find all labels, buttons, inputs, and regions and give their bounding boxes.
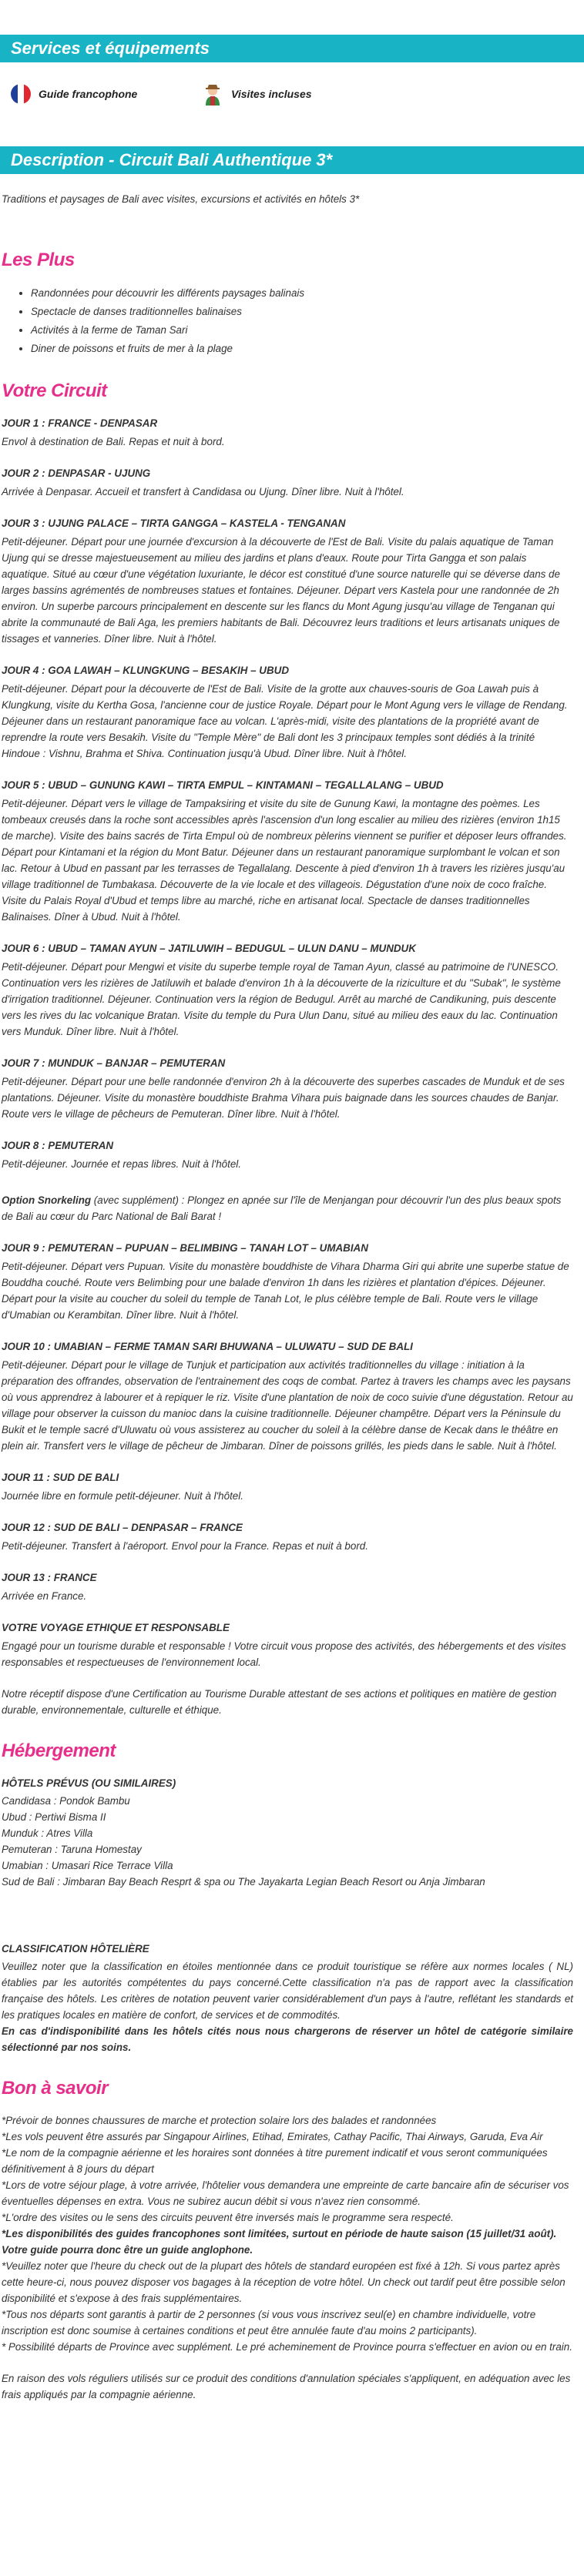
description-title-band: [0, 146, 584, 174]
services-title-band: [0, 35, 584, 62]
day-body: Petit-déjeuner. Départ pour une belle randonnée d'environ 2h à la découverte des superbes cascades de Munduk et de ses plantations. Déjeuner. Visite du monastère bouddhiste Brahma Vihara puis baignade dans les sources chaudes de Banjar. Route vers le village de pêcheurs de Pemuteran. Dîner libre. Nuit à l'hôtel.: [2, 1076, 565, 1120]
hotels-heading: HÔTELS PRÉVUS (OU SIMILAIRES): [2, 1777, 176, 1789]
service-visits: [202, 80, 312, 108]
day-title: JOUR 11 : SUD DE BALI: [2, 1472, 119, 1483]
circuit-title: Votre Circuit: [2, 380, 107, 401]
day-9: [2, 1240, 573, 1323]
classification-text: Veuillez noter que la classification en étoiles mentionnée dans ce produit touristique se réfère aux normes locales ( NL) établies par les autorités compétentes du pays concerné.Cette classification n'a pas de rapport avec la classification française des hôtels. Les critères de notation peuvent varier considérablement d'un pays à l'autre, reflétant les standards et les pratiques locales en matière de confort, de services et de commodités.: [2, 1961, 573, 2021]
day-body: Petit-déjeuner. Départ vers Pupuan. Visite du monastère bouddhiste de Vihara Dharma Giri qui abrite une superbe statue de Bouddha couché. Route vers Belimbing pour une balade d'environ 1h dans les rizières et plantation d'épices. Déjeuner. Départ pour la visite au coucher du soleil du temple de Tanah Lot, le plus célèbre temple de Bali. Route vers le village d'Umabian ou Kerambitan. Dîner libre. Nuit à l'hôtel.: [2, 1261, 569, 1321]
service-visits-label: Visites incluses: [231, 88, 312, 100]
classification-title: CLASSIFICATION HÔTELIÈRE: [2, 1943, 149, 1955]
day-7: [2, 1055, 573, 1122]
option-text: (avec supplément) : Plongez en apnée sur l'île de Menjangan pour découvrir l'un des plus beaux spots de Bali au cœur du Parc National de Bali Barat !: [2, 1194, 562, 1222]
day-11: [2, 1469, 573, 1504]
bon-line: *Lors de votre séjour plage, à votre arrivée, l'hôtelier vous demandera une empreinte de carte bancaire afin de sécuriser vos éventuelles dépenses en extra. Vous ne subirez aucun débit si vous n'avez rien consommé.: [2, 2179, 569, 2207]
day-body: Petit-déjeuner. Départ pour la découverte de l'Est de Bali. Visite de la grotte aux chauves-souris de Goa Lawah puis à Klungkung, visite du Kertha Gosa, l'ancienne cour de justice Royale. Départ pour le Mont Agung vers le village de Rendang. Déjeuner dans un restaurant panoramique face au volcan. L'après-midi, visite des plantations de la propriété avant de reprendre la route vers Besakih. Visite du "Temple Mère" de Bali dont les 3 principaux temples sont dédiés à la trinité Hindoue : Vishnu, Brahma et Shiva. Continuation jusqu'à Ubud. Dîner libre. Nuit à l'hôtel.: [2, 683, 568, 759]
bon-final: En raison des vols réguliers utilisés sur ce produit des conditions d'annulation spéciales s'appliquent, en adéquation avec les frais appliqués par la compagnie aérienne.: [2, 2373, 571, 2400]
person-icon: [202, 82, 223, 106]
plus-item: • Spectacle de danses traditionnelles balinaises: [31, 303, 573, 321]
day-body: Engagé pour un tourisme durable et responsable ! Votre circuit vous propose des activités, des hébergements et des visites responsables et respectueuses de l'environnement local.: [2, 1640, 566, 1668]
bon-line: *Tous nos départs sont garantis à partir de 2 personnes (si vous vous inscrivez seul(e) en chambre individuelle, votre inscription est donc soumise à certaines conditions et peut être annulée faute d'au moins 2 participants).: [2, 2309, 536, 2336]
day-body: Arrivée en France.: [2, 1590, 87, 1602]
french-flag-icon: [11, 84, 31, 104]
bon-line: *L'ordre des visites ou le sens des circuits peuvent être inversés mais le programme sera respecté.: [2, 2212, 454, 2223]
service-guide: [11, 80, 137, 108]
description-intro: Traditions et paysages de Bali avec visites, excursions et activités en hôtels 3*: [2, 193, 360, 205]
hotel-line: Umabian : Umasari Rice Terrace Villa: [2, 1860, 173, 1871]
day-title: JOUR 13 : FRANCE: [2, 1572, 97, 1583]
option-label: Option Snorkeling: [2, 1194, 92, 1206]
bon-line: *Les vols peuvent être assurés par Singapour Airlines, Etihad, Emirates, Cathay Pacific, Thai Airways, Garuda, Eva Air: [2, 2131, 543, 2142]
day-title: JOUR 10 : UMABIAN – FERME TAMAN SARI BHUWANA – ULUWATU – SUD DE BALI: [2, 1341, 413, 1352]
day-body: Petit-déjeuner. Journée et repas libres. Nuit à l'hôtel.: [2, 1158, 241, 1170]
plus-item: • Activités à la ferme de Taman Sari: [31, 321, 573, 340]
day-4: [2, 662, 573, 762]
bon-bold-line: *Les disponibilités des guides francophones sont limitées, surtout en période de haute saison (15 juillet/31 août). Votre guide pourra donc être un guide anglophone.: [2, 2228, 557, 2256]
plus-list: [2, 284, 573, 358]
content: [0, 191, 584, 2403]
day-body: Journée libre en formule petit-déjeuner. Nuit à l'hôtel.: [2, 1490, 243, 1502]
snorkeling-option: [2, 1192, 573, 1224]
certification-text: Notre réceptif dispose d'une Certification au Tourisme Durable attestant de ses actions et politiques en matière de gestion durable, environnementale, culturelle et éthique.: [2, 1688, 557, 1716]
day-title: JOUR 6 : UBUD – TAMAN AYUN – JATILUWIH – BEDUGUL – ULUN DANU – MUNDUK: [2, 943, 416, 954]
day-body: Petit-déjeuner. Départ pour une journée d'excursion à la découverte de l'Est de Bali. Visite du palais aquatique de Taman Ujung qui se dresse majestueusement au milieu des jardins et plans d'eaux. Route pour Tirta Gangga et son palais aquatique. Situé au cœur d'une végétation luxuriante, le décor est constitué d'une source naturelle qui se déverse dans de larges bassins agrémentés de nombreuses statues et fontaines. Déjeuner. Départ vers Kastela pour une randonnée de 2h environ. Un superbe parcours principalement en descente sur les flancs du Mont Agung jusqu'au village de Tenganan qui abrite la communauté de Bali Aga, les premiers habitants de Bali. Découvrez leurs traditions et leurs artisanats uniques de tissages et vanneries. Dîner libre. Nuit à l'hôtel.: [2, 536, 560, 645]
day-body: Petit-déjeuner. Départ pour le village de Tunjuk et participation aux activités traditionnelles du village : initiation à la préparation des offrandes, observation de l'entrainement des coqs de combat. Partez à travers les champs avec les paysans où vous apprendrez à labourer et à repiquer le riz. Visite d'une plantation de noix de coco suivie d'une dégustation. Retour au village pour observer la cuisson du manioc dans la cuisine traditionnelle. Déjeuner champêtre. Départ vers la Péninsule du Bukit et le temple sacré d'Uluwatu où vous assisterez au coucher du soleil à la célèbre danse de Kecak dans le théâtre en plein air. Transfert vers le village de pêcheur de Jimbaran. Dîner de poissons grillés, les pieds dans le sable. Nuit à l'hôtel.: [2, 1359, 573, 1452]
day-1: [2, 415, 573, 450]
day-10: [2, 1338, 573, 1454]
hotel-line: Sud de Bali : Jimbaran Bay Beach Resprt & spa ou The Jayakarta Legian Beach Resort ou Anja Jimbaran: [2, 1876, 485, 1888]
day-6: [2, 940, 573, 1040]
day-title: VOTRE VOYAGE ETHIQUE ET RESPONSABLE: [2, 1622, 230, 1633]
day-title: JOUR 5 : UBUD – GUNUNG KAWI – TIRTA EMPUL – KINTAMANI – TEGALLALANG – UBUD: [2, 779, 444, 791]
day-title: JOUR 12 : SUD DE BALI – DENPASAR – FRANCE: [2, 1522, 243, 1533]
day-title: JOUR 1 : FRANCE - DENPASAR: [2, 417, 158, 429]
day-13: [2, 1569, 573, 1604]
hotel-line: Candidasa : Pondok Bambu: [2, 1795, 130, 1807]
hotel-line: Munduk : Atres Villa: [2, 1827, 93, 1839]
ethical-travel: [2, 1620, 573, 1670]
day-8: [2, 1137, 573, 1172]
day-title: JOUR 2 : DENPASAR - UJUNG: [2, 467, 151, 479]
bon-line: *Le nom de la compagnie aérienne et les horaires sont données à titre purement indicatif et vous seront communiquées définitivement à 8 jours du départ: [2, 2147, 548, 2175]
bon-title: Bon à savoir: [2, 2078, 109, 2099]
classification-bold: En cas d'indisponibilité dans les hôtels cités nous nous chargerons de réserver un hôtel de catégorie similaire sélectionné par nos soins.: [2, 2025, 573, 2053]
day-5: [2, 777, 573, 925]
day-title: JOUR 9 : PEMUTERAN – PUPUAN – BELIMBING – TANAH LOT – UMABIAN: [2, 1242, 368, 1254]
day-3: [2, 515, 573, 647]
day-title: JOUR 8 : PEMUTERAN: [2, 1140, 114, 1151]
services-title: Services et équipements: [11, 39, 210, 58]
bon-line: * Possibilité départs de Province avec supplément. Le pré acheminement de Province pourra s'effectuer en avion ou en train.: [2, 2341, 572, 2353]
services-list: [0, 80, 584, 108]
day-title: JOUR 7 : MUNDUK – BANJAR – PEMUTERAN: [2, 1057, 226, 1069]
day-body: Arrivée à Denpasar. Accueil et transfert à Candidasa ou Ujung. Dîner libre. Nuit à l'hôtel.: [2, 486, 404, 497]
hotel-line: Pemuteran : Taruna Homestay: [2, 1844, 142, 1855]
plus-item: • Diner de poissons et fruits de mer à la plage: [31, 340, 573, 358]
day-body: Envol à destination de Bali. Repas et nuit à bord.: [2, 436, 225, 447]
hebergement-title: Hébergement: [2, 1740, 116, 1761]
day-body: Petit-déjeuner. Départ pour Mengwi et visite du superbe temple royal de Taman Ayun, classé au patrimoine de l'UNESCO. Continuation vers les rizières de Jatiluwih et balade d'environ 1h à la découverte de la riziculture et du "Subak", le système d'irrigation traditionnel. Déjeuner. Continuation vers la région de Bedugul. Arrêt au marché de Candikuning, puis descente vers les rives du lac volcanique Bratan. Visite du temple du Pura Ulun Danu, situé au milieu des eaux du lac. Continuation vers Munduk. Dîner libre. Nuit à l'hôtel.: [2, 961, 561, 1037]
day-title: JOUR 3 : UJUNG PALACE – TIRTA GANGGA – KASTELA - TENGANAN: [2, 518, 346, 529]
day-body: Petit-déjeuner. Transfert à l'aéroport. Envol pour la France. Repas et nuit à bord.: [2, 1540, 368, 1552]
day-12: [2, 1519, 573, 1554]
day-title: JOUR 4 : GOA LAWAH – KLUNGKUNG – BESAKIH – UBUD: [2, 665, 289, 676]
day-2: [2, 465, 573, 500]
service-guide-label: Guide francophone: [39, 88, 138, 100]
hotel-line: Ubud : Pertiwi Bisma II: [2, 1811, 106, 1823]
day-body: Petit-déjeuner. Départ vers le village de Tampaksiring et visite du site de Gunung Kawi, la montagne des poèmes. Les tombeaux creusés dans la roche sont accessibles après l'ascension d'un long escalier au milieu des rizières (environ 1h15 de marche). Visite des bains sacrés de Tirta Empul où de nombreux pèlerins viennent se purifier et déposer leurs offrandes. Départ pour Kintamani et la région du Mont Batur. Déjeuner dans un restaurant panoramique surplombant le volcan et son lac. Retour à Ubud en passant par les terrasses de Tegallalang. Descente à pied d'environ 1h à travers les rizières jusqu'au village traditionnel de Tumbakasa. Découverte de la vie locale et des villageois. Dégustation d'une noix de coco fraîche. Visite du Palais Royal d'Ubud et temps libre au marché, riche en artisanat local. Spectacle de danses traditionnelles Balinaises. Dîner à Ubud. Nuit à l'hôtel.: [2, 798, 567, 923]
bon-line: *Veuillez noter que l'heure du check out de la plupart des hôtels de standard européen est fixé à 12h. Si vous partez après cette heure-ci, nous pouvez disposer vos bagages à la réception de votre hôtel. Un check out tardif peut être possible selon disponibilité et s'expose à des frais supplémentaires.: [2, 2260, 566, 2304]
plus-title: Les Plus: [2, 250, 75, 270]
bon-line: *Prévoir de bonnes chaussures de marche et protection solaire lors des balades et randonnées: [2, 2115, 437, 2126]
plus-item: • Randonnées pour découvrir les différents paysages balinais: [31, 284, 573, 303]
description-title: Description - Circuit Bali Authentique 3*: [11, 150, 333, 169]
